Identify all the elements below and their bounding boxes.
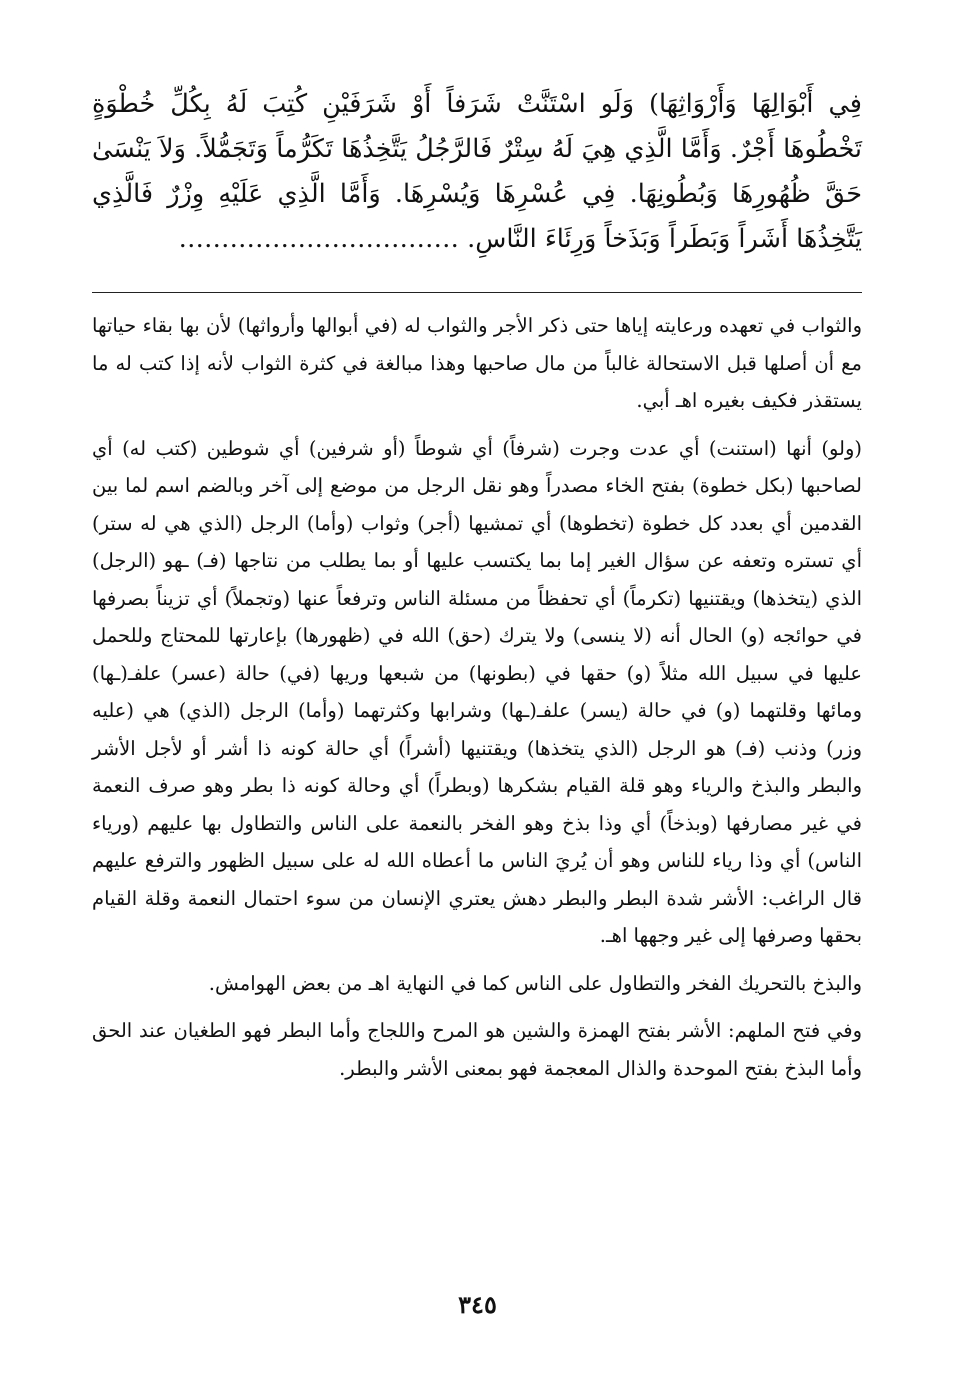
hadith-main-text (92, 82, 862, 262)
hadith-text: فِي أَبْوَالِهَا وَأَرْوَاثِهَا) وَلَو اسْتَنَّتْ شَرَفاً أَوْ شَرَفَيْنِ كُتِبَ لَهُ بِكُلِّ خُطْوَةٍ تَخْطُوهَا أَجْرٌ. وَأَمَّا الَّذِي هِيَ لَهُ سِتْرٌ فَالرَّجُلُ يَتَّخِذُهَا تَكَرُّماً وَتَجَمُّلاً. وَلاَ يَنْسَىٰ حَقَّ ظُهُورِهَا وَبُطُونِهَا. فِي عُسْرِهَا وَيُسْرِهَا. وَأَمَّا الَّذِي عَلَيْهِ وِزْرٌ فَالَّذِي يَتَّخِذُهَا أَشَراً وَبَطَراً وَبَذَخاً وَرِئَاءَ النَّاسِ. (92, 89, 862, 254)
commentary-paragraph-3: والبذخ بالتحريك الفخر والتطاول على الناس كما في النهاية اهـ من بعض الهوامش. (208, 971, 862, 995)
footnote-divider (92, 292, 862, 293)
commentary-paragraph-4: وفي فتح الملهم: الأشر بفتح الهمزة والشين هو المرح واللجاج وأما البطر فهو الطغيان عند الحق وأما البذخ بفتح الموحدة والذال المعجمة فهو بمعنى الأشر والبطر. (92, 1019, 862, 1080)
page-content (92, 82, 862, 1097)
ellipsis-dots: …………………………… (178, 224, 460, 254)
commentary-paragraph-1: والثواب في تعهده ورعايته إياها حتى ذكر الأجر والثواب له (في أبوالها وأرواثها) لأن بها بقاء حياتها مع أن أصلها قبل الاستحالة غالباً من مال صاحبها وهذا مبالغة في كثرة الثواب لأنه إذا كتب له ما يستقذر فكيف بغيره اهـ أبي. (92, 314, 862, 412)
commentary-paragraph-2: (ولو) أنها (استنت) أي عدت وجرت (شرفاً) أي شوطاً (أو شرفين) أي شوطين (كتب له) أي لصاحبها (بكل خطوة) بفتح الخاء مصدراً وهو نقل الرجل من موضع إلى آخر وبالضم اسم لما بين القدمين أي بعدد كل خطوة (تخطوها) أي تمشيها (أجر) وثواب (وأما) الرجل (الذي هي له ستر) أي تستره وتعفه عن سؤال الغير إما بما يكتسب عليها أو بما يطلب من نتاجها (فـ) ـهو (الرجل) الذي (يتخذها) ويقتنيها (تكرماً) أي تحفظاً من مسئلة الناس وترفعاً عنها (وتجملاً) أي تزيناً بصرفها في حوائجه (و) الحال أنه (لا ينسى) ولا يترك (حق) الله في (ظهورها) بإعارتها للمحتاج وللحمل عليها في سبيل الله مثلاً (و) حقها في (بطونها) من شبعها وريها (في) حالة (عسر) علفـ(ـها) ومائها وقلتهما (و) في حالة (يسر) علفـ(ـها) وشرابها وكثرتهما (وأما) الرجل (الذي) هي (عليه وزر) وذنب (فـ) هو الرجل (الذي يتخذها) ويقتنيها (أشراً) أي حالة كونه ذا أشر أو لأجل الأشر والبطر والبذخ والرياء وهو قلة القيام بشكرها (وبطراً) أي وحالة كونه ذا بطر وهو صرف النعمة في غير مصارفها (وبذخاً) أي وذا بذخ وهو الفخر بالنعمة على الناس والتطاول بها عليهم (ورياء الناس) أي وذا رياء للناس وهو أن يُريَ الناس ما أعطاه الله له على سبيل الظهور والترفع عليهم قال الراغب: الأشر شدة البطر والبطر دهش يعتري الإنسان من سوء احتمال النعمة وقلة القيام بحقها وصرفها إلى غير وجهها اهـ. (92, 436, 862, 947)
page-number: ٣٤٥ (458, 1290, 497, 1319)
